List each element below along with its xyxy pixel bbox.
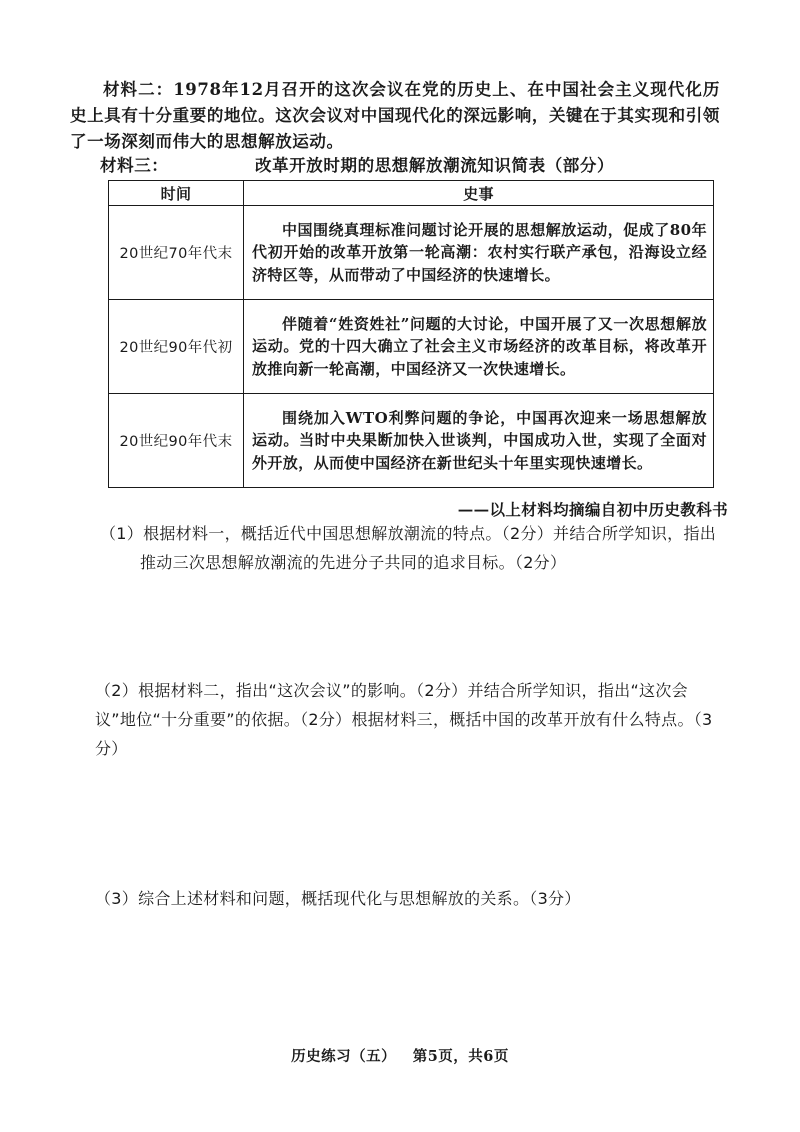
row-event: 中国围绕真理标准问题讨论开展的思想解放运动，促成了80年代初开始的改革开放第一轮高潮：农村实行联产承包，沿海设立经济特区等，从而带动了中国经济的快速增长。	[244, 206, 714, 300]
column-header-event: 史事	[244, 181, 714, 206]
table-row	[109, 300, 714, 394]
history-table	[108, 180, 714, 488]
question-2: （2）根据材料二，指出“这次会议”的影响。（2分）并结合所学知识，指出“这次会议”地位“十分重要”的依据。（2分）根据材料三，概括中国的改革开放有什么特点。（3分）	[95, 681, 713, 758]
row-event: 伴随着“姓资姓社”问题的大讨论，中国开展了又一次思想解放运动。党的十四大确立了社会主义市场经济的改革目标，将改革开放推向新一轮高潮，中国经济又一次快速增长。	[244, 300, 714, 394]
question-3: （3）综合上述材料和问题，概括现代化与思想解放的关系。（3分）	[95, 889, 581, 908]
table-row	[109, 206, 714, 300]
source-note: ——以上材料均摘编自初中历史教科书	[457, 500, 728, 519]
column-header-time: 时间	[109, 181, 244, 206]
table-title: 改革开放时期的思想解放潮流知识简表（部分）	[255, 156, 615, 175]
question-1: （1）根据材料一，概括近代中国思想解放潮流的特点。（2分）并结合所学知识，指出推动三次思想解放潮流的先进分子共同的追求目标。（2分）	[100, 524, 717, 572]
row-time: 20世纪90年代初	[109, 300, 244, 394]
row-time: 20世纪90年代末	[109, 394, 244, 488]
row-time: 20世纪70年代末	[109, 206, 244, 300]
material-two-paragraph: 材料二：1978年12月召开的这次会议在党的历史上、在中国社会主义现代化历史上具有十分重要的地位。这次会议对中国现代化的深远影响，关键在于其实现和引领了一场深刻而伟大的思想解放运动。	[70, 80, 720, 151]
page-footer: 历史练习（五） 第5页，共6页	[291, 1048, 509, 1065]
table-header-row	[109, 181, 714, 206]
material-three-label: 材料三：	[100, 156, 169, 175]
row-event: 围绕加入WTO利弊问题的争论，中国再次迎来一场思想解放运动。当时中央果断加快入世谈判，中国成功入世，实现了全面对外开放，从而使中国经济在新世纪头十年里实现快速增长。	[244, 394, 714, 488]
table-row	[109, 394, 714, 488]
